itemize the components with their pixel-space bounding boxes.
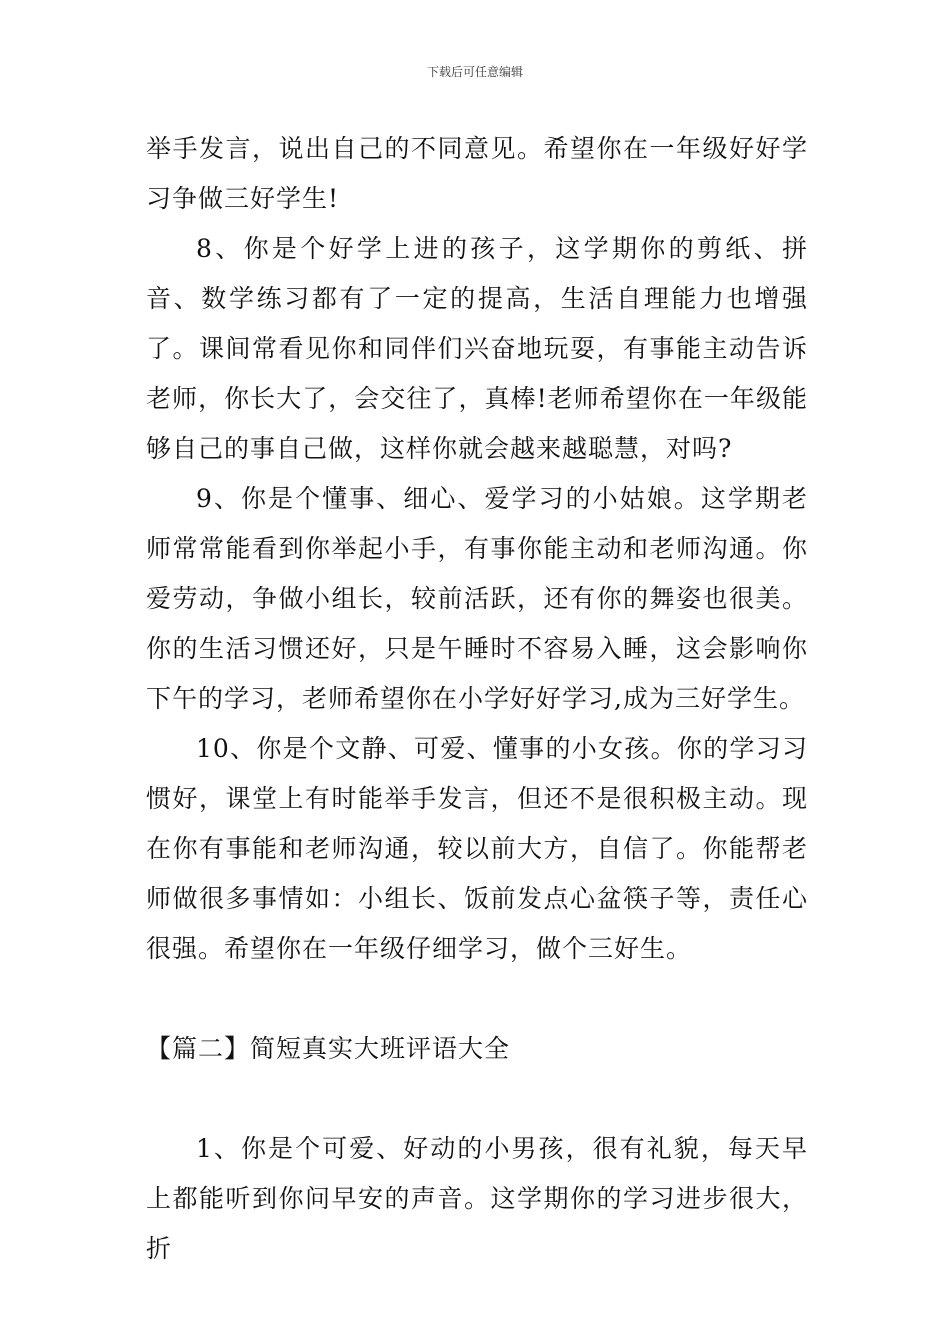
section-heading: 【篇二】简短真实大班评语大全 — [146, 1034, 511, 1063]
paragraph-section2-item-1: 1、你是个可爱、好动的小男孩，很有礼貌，每天早上都能听到你问早安的声音。这学期你的学习进步很大，折 — [146, 1134, 808, 1263]
paragraph-continued: 举手发言，说出自己的不同意见。希望你在一年级好好学习争做三好学生! — [146, 134, 808, 213]
paragraph-item-10: 10、你是个文静、可爱、懂事的小女孩。你的学习习惯好，课堂上有时能举手发言，但还不是很积极主动。现在你有事能和老师沟通，较以前大方，自信了。你能帮老师做很多事情如：小组长、饭前发点心盆筷子等，责任心很强。希望你在一年级仔细学习，做个三好生。 — [146, 734, 808, 963]
paragraph-item-8: 8、你是个好学上进的孩子，这学期你的剪纸、拼音、数学练习都有了一定的提高，生活自理能力也增强了。课间常看见你和同伴们兴奋地玩耍，有事能主动告诉老师，你长大了，会交往了，真棒!老师希望你在一年级能够自己的事自己做，这样你就会越来越聪慧，对吗? — [146, 234, 808, 463]
document-body — [146, 124, 808, 1274]
page-header-note: 下载后可任意编辑 — [426, 65, 523, 79]
paragraph-item-9: 9、你是个懂事、细心、爱学习的小姑娘。这学期老师常常能看到你举起小手，有事你能主动和老师沟通。你爱劳动，争做小组长，较前活跃，还有你的舞姿也很美。你的生活习惯还好，只是午睡时不容易入睡，这会影响你下午的学习，老师希望你在小学好好学习,成为三好学生。 — [146, 484, 808, 713]
